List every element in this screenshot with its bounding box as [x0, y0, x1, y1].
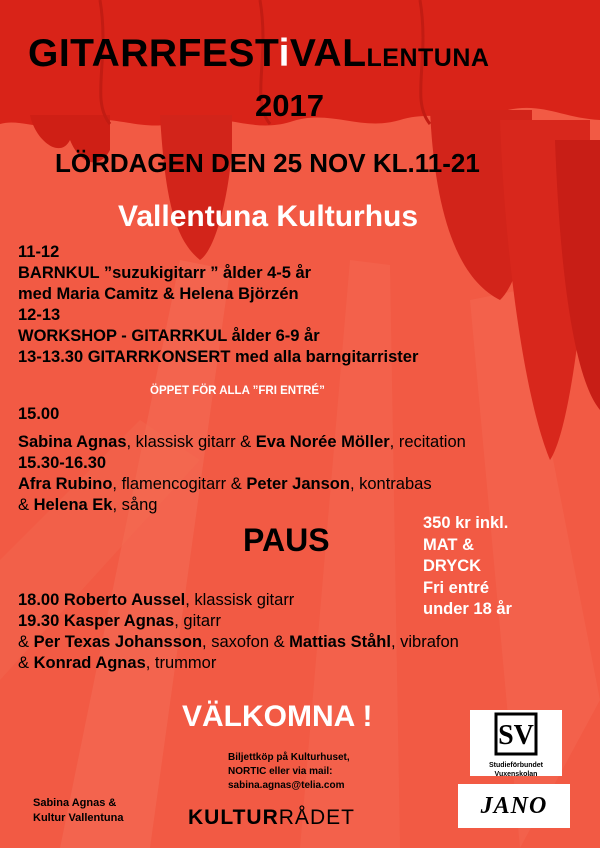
price-line-3: DRYCK	[423, 557, 482, 575]
performers-6: & Per Texas Johansson, saxofon & Mattias Ståhl, vibrafon	[18, 633, 459, 651]
free-entry-note: ÖPPET FÖR ALLA ”FRI ENTRÉ”	[150, 385, 325, 397]
performers-2: Afra Rubino, flamencogitarr & Peter Janson, kontrabas	[18, 475, 432, 493]
title-part1: GITARRFEST	[28, 32, 279, 75]
title-i: i	[278, 32, 290, 75]
performer-afra: Afra Rubino	[18, 475, 113, 493]
barnkul-teachers: med Maria Camitz & Helena Björzén	[18, 285, 299, 303]
performers-4: 18.00 Roberto Aussel, klassisk gitarr	[18, 591, 295, 609]
konsert-line: 13-13.30 GITARRKONSERT med alla barngitarrister	[18, 348, 419, 366]
title-part2: VAL	[289, 32, 367, 75]
ticket-info	[228, 751, 350, 793]
welcome-text: VÄLKOMNA !	[182, 700, 373, 733]
performer-kasper: 19.30 Kasper Agnas	[18, 612, 175, 630]
performer-per: Per Texas Johansson	[33, 633, 203, 651]
performer-konrad: Konrad Agnas	[33, 654, 146, 672]
price-line-1: 350 kr inkl.	[423, 514, 509, 532]
performers-5: 19.30 Kasper Agnas, gitarr	[18, 612, 221, 630]
time-slot-4: 15.30-16.30	[18, 454, 107, 472]
sv-logo-line-2: Vuxenskolan	[494, 771, 538, 778]
performer-helena: Helena Ek	[33, 496, 113, 514]
price-line-2: MAT &	[423, 535, 475, 554]
jano-logo: JANO	[458, 784, 570, 828]
barnkul-line: BARNKUL ”suzukigitarr ” ålder 4-5 år	[18, 264, 312, 282]
performers-7: & Konrad Agnas, trummor	[18, 654, 217, 672]
title-suffix: LENTUNA	[366, 44, 490, 72]
afternoon-schedule	[18, 404, 466, 516]
performers-3: & Helena Ek, sång	[18, 496, 158, 514]
sv-logo	[470, 710, 562, 776]
performer-eva: Eva Norée Möller	[255, 433, 390, 451]
performer-mattias: Mattias Ståhl	[289, 633, 391, 651]
performer-peter: Peter Janson	[246, 475, 350, 493]
ticket-line-2: NORTIC eller via mail:	[228, 766, 333, 777]
ticket-line-1: Biljettköp på Kulturhuset,	[228, 752, 350, 763]
performer-sabina: Sabina Agnas	[18, 433, 127, 451]
evening-schedule	[18, 590, 459, 674]
event-date: LÖRDAGEN DEN 25 NOV KL.11-21	[55, 148, 480, 178]
intermission: PAUS	[243, 522, 330, 558]
organizers: Sabina Agnas & Kultur Vallentuna	[33, 797, 124, 824]
time-slot-2: 12-13	[18, 306, 61, 324]
sv-logo-mark	[470, 710, 562, 756]
venue: Vallentuna Kulturhus	[118, 200, 419, 233]
price-line-4: Fri entré	[423, 578, 490, 597]
ticket-email: sabina.agnas@telia.com	[228, 780, 345, 791]
performers-1: Sabina Agnas, klassisk gitarr & Eva Norée Möller, recitation	[18, 433, 466, 451]
festival-year: 2017	[255, 88, 324, 123]
festival-title	[28, 32, 489, 80]
kulturradet-logo: KULTURRÅDET	[188, 806, 355, 829]
price-line-5: under 18 år	[423, 600, 512, 618]
time-slot-1: 11-12	[18, 243, 60, 261]
performer-roberto: 18.00 Roberto Aussel	[18, 591, 186, 609]
sv-logo-line-1: Studieförbundet	[488, 762, 544, 769]
workshop-line: WORKSHOP - GITARRKUL ålder 6-9 år	[18, 327, 320, 345]
time-slot-3: 15.00	[18, 405, 60, 423]
svg-text:SV: SV	[498, 720, 534, 751]
schedule	[18, 242, 418, 368]
